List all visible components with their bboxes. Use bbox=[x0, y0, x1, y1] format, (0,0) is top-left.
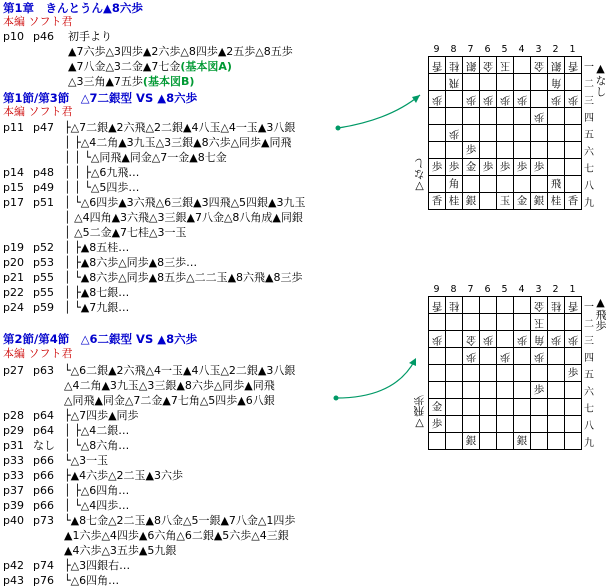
board-col-number: 4 bbox=[518, 44, 525, 55]
board-col-number: 9 bbox=[433, 284, 440, 295]
move-line[interactable]: ├△7二銀▲2六飛△2二銀▲4八玉△4一玉▲3八銀 bbox=[64, 121, 296, 134]
move-line[interactable]: │ └△4四歩… bbox=[64, 499, 130, 512]
shogi-piece: 香 bbox=[567, 60, 579, 72]
move-line[interactable]: △4二角▲3九玉△3三銀▲8六歩△同歩▲同飛 bbox=[64, 379, 275, 392]
shogi-piece: 銀 bbox=[533, 195, 545, 207]
move-line[interactable]: ▲1六歩△4四歩▲6六角△6二銀▲5六歩△4三銀 bbox=[64, 529, 289, 542]
page-ref: p39 bbox=[3, 499, 24, 512]
arrow-to-board1 bbox=[338, 95, 420, 128]
section-title: 第2節/第4節 △6二銀型 VS ▲8六歩 bbox=[3, 332, 198, 346]
page-ref: p53 bbox=[33, 256, 54, 269]
shogi-piece: 銀 bbox=[550, 60, 562, 72]
board-col-number: 3 bbox=[535, 284, 542, 295]
page-ref: p43 bbox=[3, 574, 24, 587]
shogi-piece: 桂 bbox=[550, 195, 562, 207]
board-row-number: 一 bbox=[584, 302, 594, 313]
move-line[interactable]: │ ├△4二銀… bbox=[64, 424, 130, 437]
page-ref: p21 bbox=[3, 271, 24, 284]
shogi-piece: 歩 bbox=[448, 161, 460, 173]
board-row-number: 二 bbox=[584, 319, 594, 330]
shogi-piece: 角 bbox=[550, 77, 562, 89]
board-row-number: 七 bbox=[584, 404, 594, 415]
move-line[interactable]: │ △4四角▲3六飛△3三銀▲7八金△8八角成▲同銀 bbox=[64, 211, 303, 224]
shogi-piece: 飛 bbox=[448, 77, 460, 89]
move-line[interactable]: └△3一玉 bbox=[64, 454, 109, 467]
board-row-number: 六 bbox=[584, 387, 594, 398]
page-ref: p73 bbox=[33, 514, 54, 527]
arrow-head-icon bbox=[412, 95, 420, 103]
shogi-piece: 歩 bbox=[482, 94, 494, 106]
page-ref: なし bbox=[33, 439, 55, 452]
move-line[interactable]: └△6二銀▲2六飛△4一玉▲4八玉△2二銀▲3八銀 bbox=[64, 364, 296, 377]
diagram-ref-b[interactable]: (基本図B) bbox=[142, 75, 195, 88]
page-ref: p55 bbox=[33, 271, 54, 284]
shogi-piece: 角 bbox=[448, 178, 460, 190]
board-col-number: 8 bbox=[450, 44, 457, 55]
page-ref: p66 bbox=[33, 454, 54, 467]
shogi-piece: 歩 bbox=[567, 94, 579, 106]
arrow-dot bbox=[336, 126, 341, 131]
move-line[interactable]: │ │ └△5四歩… bbox=[64, 181, 140, 194]
move-line[interactable]: │ └△6四歩▲3六飛△6三銀▲3四飛△5四銀▲3九玉 bbox=[64, 196, 306, 209]
board-col-number: 2 bbox=[552, 284, 559, 295]
arrow-dot bbox=[334, 396, 339, 401]
shogi-piece: 金 bbox=[465, 161, 477, 173]
move-line[interactable]: ├△7四歩▲同歩 bbox=[64, 409, 139, 422]
shogi-piece: 歩 bbox=[431, 94, 443, 106]
board-row-number: 二 bbox=[584, 79, 594, 90]
page-ref: p19 bbox=[3, 241, 24, 254]
page-ref: p66 bbox=[33, 469, 54, 482]
board-row-number: 五 bbox=[584, 370, 594, 381]
shogi-piece: 玉 bbox=[499, 195, 511, 207]
board-col-number: 6 bbox=[484, 284, 491, 295]
shogi-piece: 歩 bbox=[431, 418, 443, 430]
page-ref: p76 bbox=[33, 574, 54, 587]
page-ref: p55 bbox=[33, 286, 54, 299]
page-ref: p63 bbox=[33, 364, 54, 377]
shogi-piece: 歩 bbox=[516, 94, 528, 106]
board-row-number: 九 bbox=[584, 438, 594, 449]
shogi-piece: 金 bbox=[482, 60, 494, 72]
shogi-piece: 銀 bbox=[465, 60, 477, 72]
board-row-number: 一 bbox=[584, 62, 594, 73]
move-line[interactable]: │ │ ├△6九飛… bbox=[64, 166, 140, 179]
gote-hand: ▲なし bbox=[594, 62, 607, 97]
shogi-piece: 歩 bbox=[516, 161, 528, 173]
move-line[interactable]: │ ├▲8六歩△同歩▲8三歩… bbox=[64, 256, 198, 269]
shogi-piece: 歩 bbox=[465, 351, 477, 363]
diagram-ref-a[interactable]: (基本図A) bbox=[180, 60, 232, 73]
board-col-number: 1 bbox=[569, 284, 576, 295]
move-line[interactable]: │ ├△6四角… bbox=[64, 484, 130, 497]
move-line[interactable]: ├△3四銀右… bbox=[64, 559, 131, 572]
page-ref: p59 bbox=[33, 301, 54, 314]
move-line[interactable]: │ └△8六角… bbox=[64, 439, 130, 452]
move-line[interactable]: │ ├△4二角▲3九玉△3三銀▲8六歩△同歩▲同飛 bbox=[64, 136, 292, 149]
shogi-piece: 歩 bbox=[499, 94, 511, 106]
shogi-piece: 歩 bbox=[499, 161, 511, 173]
shogi-piece: 歩 bbox=[431, 161, 443, 173]
board-row-number: 五 bbox=[584, 130, 594, 141]
page-ref: p64 bbox=[33, 409, 54, 422]
shogi-piece: 金 bbox=[516, 195, 528, 207]
shogi-piece: 銀 bbox=[465, 195, 477, 207]
board-col-number: 6 bbox=[484, 44, 491, 55]
page-ref: p74 bbox=[33, 559, 54, 572]
shogi-piece: 歩 bbox=[567, 367, 579, 379]
shogi-piece: 歩 bbox=[550, 94, 562, 106]
page-ref: p51 bbox=[33, 196, 54, 209]
board-col-number: 7 bbox=[467, 44, 474, 55]
shogi-piece: 玉 bbox=[533, 317, 545, 329]
shogi-piece: 歩 bbox=[448, 128, 460, 140]
move-line[interactable]: △同飛▲同金△7二金▲7七角△5四歩▲6八銀 bbox=[64, 394, 275, 407]
move-line[interactable]: │ △5二金▲7七桂△3一玉 bbox=[64, 226, 187, 239]
page-ref: p24 bbox=[3, 301, 24, 314]
shogi-piece: 飛 bbox=[550, 178, 562, 190]
board-row-number: 六 bbox=[584, 147, 594, 158]
shogi-piece: 桂 bbox=[448, 300, 460, 312]
move-text: 初手より bbox=[68, 30, 112, 43]
page-ref: p64 bbox=[33, 424, 54, 437]
page-ref: p49 bbox=[33, 181, 54, 194]
page-ref: p48 bbox=[33, 166, 54, 179]
page-ref: p14 bbox=[3, 166, 24, 179]
page-ref: p31 bbox=[3, 439, 24, 452]
shogi-piece: 歩 bbox=[499, 351, 511, 363]
page-ref: p28 bbox=[3, 409, 24, 422]
page-ref: p40 bbox=[3, 514, 24, 527]
move-text: △3三角▲7五歩 bbox=[68, 75, 143, 88]
page-ref: p66 bbox=[33, 484, 54, 497]
board-col-number: 3 bbox=[535, 44, 542, 55]
gote-hand: ▲飛歩 bbox=[594, 296, 607, 331]
board-col-number: 5 bbox=[501, 284, 508, 295]
move-line[interactable]: │ ├▲8七銀… bbox=[64, 286, 130, 299]
shogi-piece: 歩 bbox=[482, 161, 494, 173]
page-ref: p46 bbox=[33, 30, 54, 43]
shogi-piece: 歩 bbox=[533, 351, 545, 363]
shogi-piece: 歩 bbox=[465, 94, 477, 106]
shogi-piece: 桂 bbox=[448, 60, 460, 72]
shogi-piece: 金 bbox=[533, 300, 545, 312]
section-title: 第1節/第3節 △7二銀型 VS ▲8六歩 bbox=[3, 91, 198, 105]
shogi-piece: 歩 bbox=[533, 384, 545, 396]
shogi-piece: 金 bbox=[431, 401, 443, 413]
move-text: ▲7六歩△3四歩▲2六歩△8四歩▲2五歩△8五歩 bbox=[68, 45, 293, 58]
page-ref: p37 bbox=[3, 484, 24, 497]
shogi-piece: 歩 bbox=[516, 334, 528, 346]
shogi-piece: 玉 bbox=[499, 60, 511, 72]
board-col-number: 5 bbox=[501, 44, 508, 55]
page-ref: p33 bbox=[3, 454, 24, 467]
move-line[interactable]: ▲4六歩△3五歩▲5九銀 bbox=[64, 544, 177, 557]
shogi-piece: 歩 bbox=[465, 144, 477, 156]
board-col-number: 1 bbox=[569, 44, 576, 55]
sente-hand: ▽なし bbox=[413, 158, 426, 193]
shogi-piece: 桂 bbox=[448, 195, 460, 207]
board-col-number: 2 bbox=[552, 44, 559, 55]
page-ref: p10 bbox=[3, 30, 24, 43]
board-col-number: 8 bbox=[450, 284, 457, 295]
page-ref: p47 bbox=[33, 121, 54, 134]
section-label-text: 本編 ソフト君 bbox=[3, 105, 73, 118]
move-line[interactable]: └▲8七金△2二玉▲8八金△5一銀▲7八金△1四歩 bbox=[64, 514, 296, 527]
board-row-number: 三 bbox=[584, 336, 594, 347]
page-ref: p11 bbox=[3, 121, 24, 134]
shogi-piece: 歩 bbox=[533, 111, 545, 123]
shogi-piece: 歩 bbox=[482, 334, 494, 346]
page-ref: p27 bbox=[3, 364, 24, 377]
page-ref: p42 bbox=[3, 559, 24, 572]
page-ref: p29 bbox=[3, 424, 24, 437]
shogi-piece: 角 bbox=[533, 334, 545, 346]
chapter-title: 第1章 きんとうん▲8六歩 bbox=[3, 1, 143, 15]
shogi-piece: 香 bbox=[431, 300, 443, 312]
page-ref: p22 bbox=[3, 286, 24, 299]
move-text: ▲7八金△3二金▲7七金 bbox=[68, 60, 181, 73]
shogi-piece: 香 bbox=[567, 300, 579, 312]
page-ref: p52 bbox=[33, 241, 54, 254]
page-ref: p20 bbox=[3, 256, 24, 269]
shogi-piece: 桂 bbox=[550, 300, 562, 312]
page-ref: p17 bbox=[3, 196, 24, 209]
shogi-piece: 金 bbox=[533, 60, 545, 72]
board-row-number: 八 bbox=[584, 181, 594, 192]
shogi-piece: 歩 bbox=[533, 161, 545, 173]
move-line[interactable]: └△6四角… bbox=[64, 574, 120, 587]
shogi-piece: 歩 bbox=[431, 334, 443, 346]
board-row-number: 八 bbox=[584, 421, 594, 432]
sente-hand: ▽飛歩 bbox=[413, 395, 426, 430]
board-col-number: 9 bbox=[433, 44, 440, 55]
arrow-to-board2 bbox=[336, 360, 415, 398]
shogi-piece: 銀 bbox=[465, 435, 477, 447]
shogi-piece: 香 bbox=[431, 60, 443, 72]
board-row-number: 四 bbox=[584, 113, 594, 124]
shogi-piece: 歩 bbox=[567, 334, 579, 346]
shogi-piece: 歩 bbox=[550, 334, 562, 346]
board-row-number: 三 bbox=[584, 96, 594, 107]
board-row-number: 七 bbox=[584, 164, 594, 175]
move-line[interactable]: │ ├▲8五桂… bbox=[64, 241, 130, 254]
section-label: 本編 ソフト君 bbox=[3, 15, 73, 28]
move-line[interactable]: │ └▲8六歩△同歩▲8五歩△二二玉▲8六飛▲8三歩 bbox=[64, 271, 303, 284]
board-row-number: 四 bbox=[584, 353, 594, 364]
board-row-number: 九 bbox=[584, 198, 594, 209]
page-ref: p66 bbox=[33, 499, 54, 512]
shogi-piece: 香 bbox=[567, 195, 579, 207]
page-ref: p15 bbox=[3, 181, 24, 194]
move-line[interactable]: │ └▲7九銀… bbox=[64, 301, 130, 314]
shogi-piece: 銀 bbox=[516, 435, 528, 447]
move-line[interactable]: ├▲4六歩△2二玉▲3六歩 bbox=[64, 469, 183, 482]
board-col-number: 7 bbox=[467, 284, 474, 295]
page-ref: p33 bbox=[3, 469, 24, 482]
move-line[interactable]: │ │ └△同飛▲同金△7一金▲8七金 bbox=[64, 151, 227, 164]
shogi-piece: 香 bbox=[431, 195, 443, 207]
board-col-number: 4 bbox=[518, 284, 525, 295]
shogi-piece: 金 bbox=[465, 334, 477, 346]
section-label-text: 本編 ソフト君 bbox=[3, 347, 73, 360]
